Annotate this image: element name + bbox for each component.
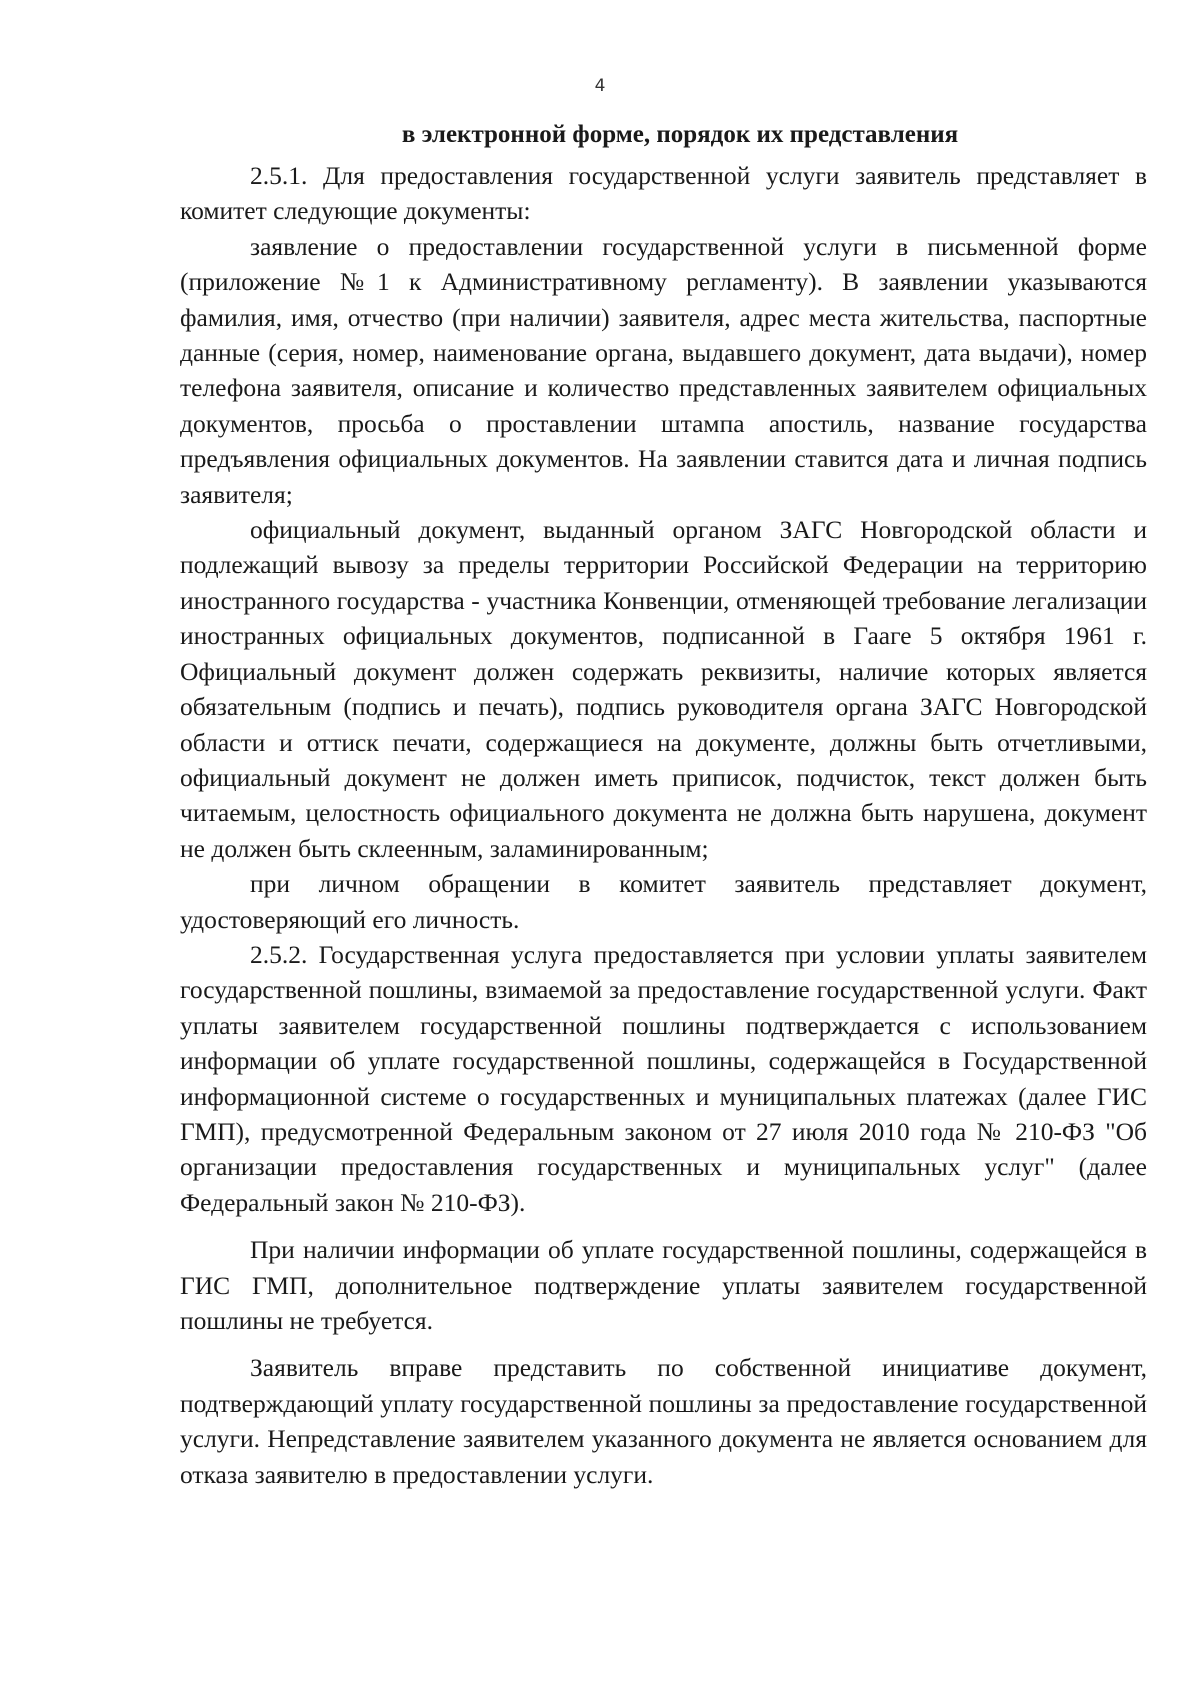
document-body xyxy=(180,158,1147,1492)
paragraph-2-5-2: 2.5.2. Государственная услуга предоставляется при условии уплаты заявителем государственной пошлины, взимаемой за предоставление государственной услуги. Факт уплаты заявителем государственной пошлины подтверждается с использованием информации об уплате государственной пошлины, содержащейся в Государственной информационной системе о государственных и муниципальных платежах (далее ГИС ГМП), предусмотренной Федеральным законом от 27 июля 2010 года № 210-ФЗ "Об организации предоставления государственных и муниципальных услуг" (далее Федеральный закон № 210-ФЗ). xyxy=(180,939,1147,1217)
page-number: 4 xyxy=(594,76,606,96)
paragraph-2-5-1: 2.5.1. Для предоставления государственной услуги заявитель представляет в комитет следующие документы: xyxy=(180,161,1147,226)
paragraph-applicant-right: Заявитель вправе представить по собственной инициативе документ, подтверждающий уплату государственной пошлины за предоставление государственной услуги. Непредставление заявителем указанного документа не является основанием для отказа заявителю в предоставлении услуги. xyxy=(180,1353,1147,1489)
paragraph-gis-gmp: При наличии информации об уплате государственной пошлины, содержащейся в ГИС ГМП, дополнительное подтверждение уплаты заявителем государственной пошлины не требуется. xyxy=(180,1235,1147,1335)
paragraph-application: заявление о предоставлении государственной услуги в письменной форме (приложение №1 к Административному регламенту). В заявлении указываются фамилия, имя, отчество (при наличии) заявителя, адрес места жительства, паспортные данные (серия, номер, наименование органа, выдавшего документ, дата выдачи), номер телефона заявителя, описание и количество представленных заявителем официальных документов, просьба о проставлении штампа апостиль, название государства предъявления официальных документов. На заявлении ставится дата и личная подпись заявителя; xyxy=(180,231,1147,509)
paragraph-official-document: официальный документ, выданный органом ЗАГС Новгородской области и подлежащий вывозу за пределы территории Российской Федерации на территорию иностранного государства - участника Конвенции, отменяющей требование легализации иностранных официальных документов, подписанной в Гааге 5 октября 1961 г. Официальный документ должен содержать реквизиты, наличие которых является обязательным (подпись и печать), подпись руководителя органа ЗАГС Новгородской области и оттиск печати, содержащиеся на документе, должны быть отчетливыми, официальный документ не должен иметь приписок, подчисток, текст должен быть читаемым, целостность официального документа не должна быть нарушена, документ не должен быть склеенным, заламинированным; xyxy=(180,515,1147,863)
paragraph-identity-document: при личном обращении в комитет заявитель представляет документ, удостоверяющий его личность. xyxy=(180,869,1147,934)
section-heading: в электронной форме, порядок их представления xyxy=(401,121,959,148)
